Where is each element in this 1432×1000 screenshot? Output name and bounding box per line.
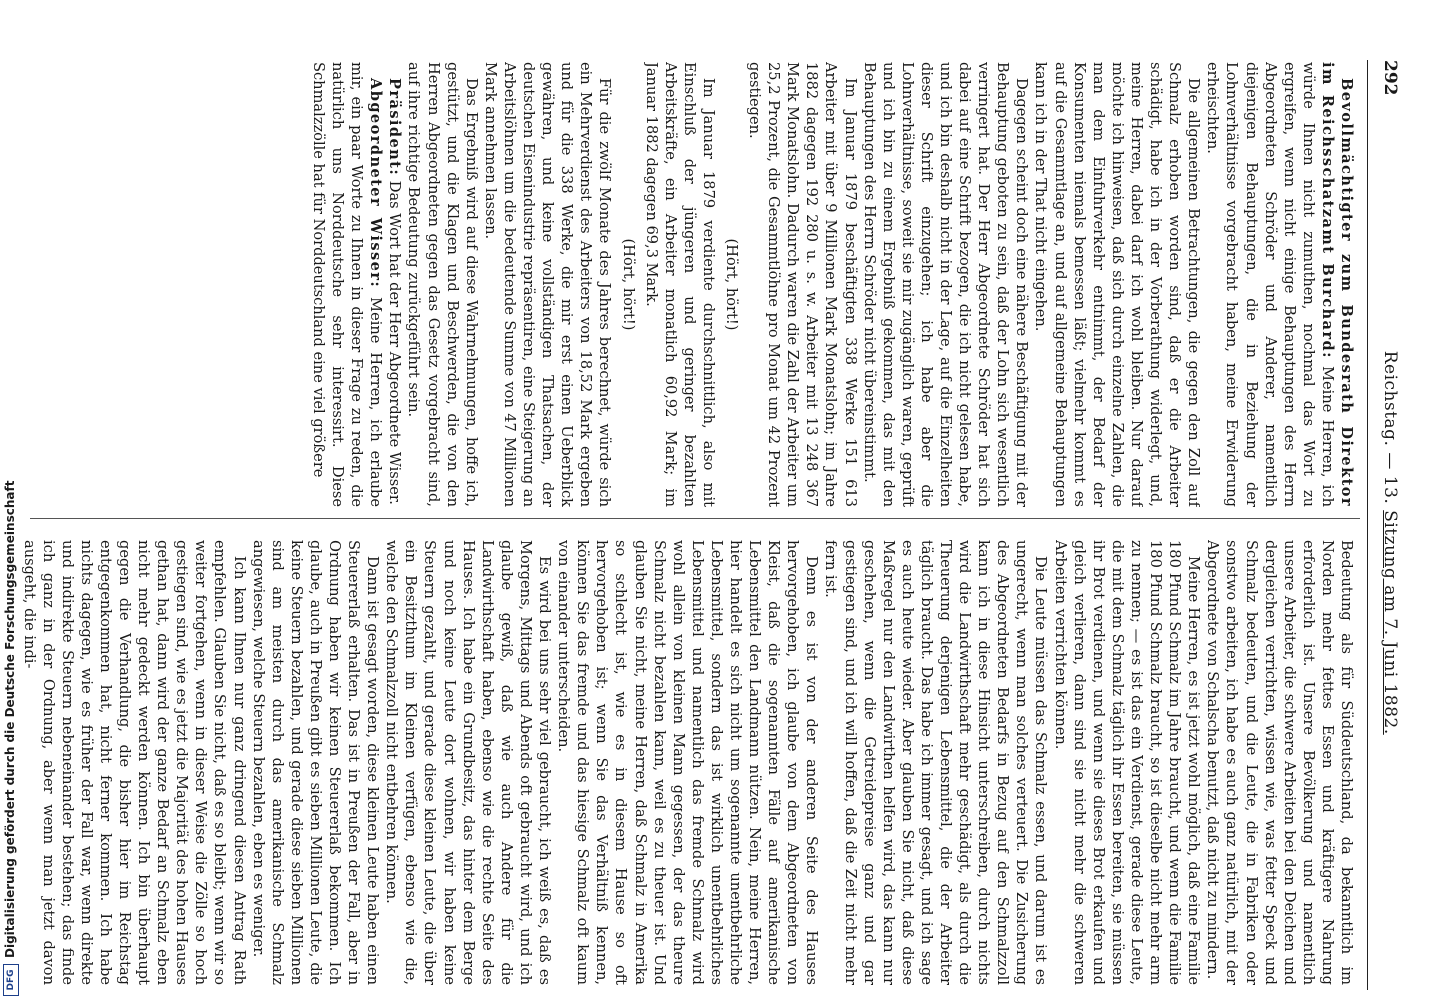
paragraph-text: Bedeutung als für Süddeutschland, da bekanntlich im Norden mehr fettes Essen und kräftigere Nahrung erforderlich ist. Unsere Bevölkerung und namentlich unsere Arbeiter, die schwere Arbeiten bei den Deichen und dergleichen verrichten, wissen wie, was fetter Speck und Schmalz bedeuten, und die Leute, die in Fabriken oder sonstwo arbeiten, ich habe es auch ganz natürlich, mit der Abgeordnete von Schalscha benutzt, daß nicht zu mindern. xyxy=(1204,540,1355,985)
paragraph xyxy=(860,62,1032,507)
speaker-name: Bevollmächtigter zum Bundesrath Direktor im Reichsschatzamt Burchard: xyxy=(1318,62,1355,507)
running-title-rest: Sitzung am 7. Juni 1882. xyxy=(1380,510,1400,735)
paragraph xyxy=(745,62,860,507)
paragraph-text: Das Wort hat der Herr Abgeordnete Wisser. xyxy=(386,180,404,505)
paragraph-text: Meine Herren, ich erlaube mir, ein paar Worte zu Ihnen in dieser Frage zu reden, die natürlich uns Norddeutsche sehr interessirt. Diese Schmalzzölle hat für Norddeutschland eine viel größere xyxy=(310,62,385,507)
paragraph xyxy=(481,62,615,507)
paragraph xyxy=(249,540,383,985)
running-title xyxy=(1380,351,1400,735)
paragraph xyxy=(309,62,385,507)
paragraph-text: Das Ergebniß wird auf diese Wahrnehmungen, hoffe ich, gestützt, und die Klagen und Beschwerden, die von den Herren Abgeordneten gegen das Gesetz vorgebracht sind, auf ihre richtige Bedeutung zurückgeführt sein. xyxy=(405,62,480,507)
paragraph xyxy=(821,540,1050,985)
digitization-credit-bar xyxy=(0,0,20,1000)
right-column xyxy=(16,540,1356,985)
paragraph-text: Meine Herren, es ist jetzt wohl möglich, daß eine Familie 180 Pfund Schmalz im Jahre braucht, und wenn die Familie 180 Pfund Schmalz braucht, so ist dieselbe nicht mehr arm zu nennen; — es ist das ein Verdienst, gerade diese Leute, die mit dem Schmalz täglich ihr Essen bereiten, sie müssen ihr Brot verdienen, und wenn sie dieses Brot erkaufen und gleich verlieren, dann sind sie nicht mehr die schweren Arbeiten verrichten können. xyxy=(1051,540,1203,985)
paragraph-text: Denn es ist von der anderen Seite des Hauses hervorgehoben, ich glaube von dem Abgeordneten von Kleist, daß die sogenannten Fälle auf amerikanische Lebensmittel den Landmann nützen. Nein, meine Herren, hier handelt es sich nicht um sogenannte unentbehrliche Lebensmittel, sondern das ist wirklich unentbehrliches Lebensmittel und namentlich das fremde Schmalz wird wohl allein von kleinen Mann gegessen, der das theure Schmalz nicht bezahlen kann, weil es zu theuer ist. Und glauben Sie nicht, meine Herren, daß Schmalz in Amerika so schlecht ist, wie es in diesem Hause so oft hervorgehoben ist; wenn Sie das Verhältniß kennen, können Sie das fremde und das hiesige Schmalz oft kaum von einander unterscheiden. xyxy=(555,540,821,985)
page-header xyxy=(1372,60,1400,990)
paragraph-text: Dann ist gesagt worden, diese kleinen Leute haben einen Steuererlaß erhalten. Das ist in Preußen der Fall, aber in Ordnung haben wir keinen Steuererlaß bekommen. Ich glaube, auch in Preußen gibt es sieben Millionen Leute, die keine Steuern bezahlen, und gerade diese sieben Millionen sind am meisten durch das amerikanische Schmalz angewiesen, welche Steuern bezahlen, eben es weniger. xyxy=(249,540,382,985)
paragraph-text: Dagegen scheint doch eine nähere Beschäftigung mit der Behauptung geboten zu sein, daß der Lohn sich wesentlich verringert hat. Der Herr Abgeordnete Schröder hat sich dabei auf eine Schrift bezogen, die ich nicht gelesen habe, und ich bin deshalb nicht in der Lage, auf die Einzelheiten dieser Schrift einzugehen; ich habe aber die Lohnverhältnisse, soweit sie mir zugänglich waren, geprüft und ich bin zu einem Ergebniß gekommen, das mit den Behauptungen des Herrn Schröder nicht übereinstimmt. xyxy=(860,62,1031,507)
page-number: 292 xyxy=(1380,60,1400,96)
paragraph-text: Im Januar 1879 beschäftigten 338 Werke 151 613 Arbeiter mit über 9 Millionen Mark Monatslohn; im Jahre 1882 dagegen 192 280 u. s. w. Arbeiter mit 13 248 367 Mark Monatslohn. Dadurch waren die Zahl der Arbeiter um 25,2 Prozent, die Gesammtlöhne pro Monat um 42 Prozent gestiegen. xyxy=(746,62,859,507)
interjection: (Hört, hört!) xyxy=(723,238,740,331)
header-rule xyxy=(1367,60,1368,990)
paragraph xyxy=(642,62,718,507)
paragraph-text: Für die zwölf Monate des Jahres berechnet, würde sich ein Mehrverdienst des Arbeiters von 18,52 Mark ergeben und für die 338 Werke, die mir erst einen Ueberblick gewähren, und keine vollständigen Thatsachen, der deutschen Eisenindustrie repräsentiren, eine Steigerung an Arbeitslöhnen um die bedeutende Summe von 47 Millionen Mark annehmen lassen. xyxy=(481,62,614,507)
paragraph-text: Im Januar 1879 verdiente durchschnittlich, also mit Einschluß der jüngeren und geringer bezahlten Arbeitskräfte, ein Arbeiter monatlich 60,92 Mark; im Januar 1882 dagegen 69,3 Mark. xyxy=(642,62,717,507)
paragraph xyxy=(404,62,480,507)
credit-text: Digitalisierung gefördert durch die Deutsche Forschungsgemeinschaft xyxy=(3,480,17,958)
paragraph-text: Die allgemeinen Betrachtungen, die gegen den Zoll auf Schmalz erhoben worden sind, daß er die Arbeiter schädigt, habe ich in der Vorberathung widerlegt, und, meine Herren, dabei darf ich wohl bleiben. Nur darauf möchte ich hinweisen, daß sich durch einzelne Zahlen, die man dem Einfuhrverkehr entnimmt, der Bedarf der Konsumenten niemals bemessen läßt; vielmehr kommt es auf die Gesammtlage an, und auf allgemeine Behauptungen kann ich in der That nicht eingehen. xyxy=(1032,62,1203,507)
paragraph xyxy=(382,540,554,985)
running-title-prefix: Reichstag. — 13. xyxy=(1380,350,1400,505)
paragraph xyxy=(1203,62,1356,507)
interjection: (Hört, hört!) xyxy=(619,238,637,331)
credit-text-rotated xyxy=(0,0,20,1000)
paragraph-text: Ich kann Ihnen nur ganz dringend diesen Antrag Rath empfehlen. Glauben Sie nicht, daß es so bleibt; wenn wir so weiter fortgehen, wenn in dieser Weise die Zölle so hoch gestiegen sind, wie es jetzt die Majorität des hohen Hauses gethan hat, dann wird der ganze Bedarf an Schmalz eben nicht mehr gedeckt werden können. Ich bin überhaupt gegen die Verhandlung, die bisher hier im Reichstag entgegenkommen hat, nicht ferner kommen. Ich habe nichts dagegen, wie es früher der Fall war, wenn direkte und indirekte Steuern nebeneinander bestehen; das finde ich ganz in der Ordnung, aber wenn man jetzt davon ausgeht, die indi- xyxy=(20,540,248,985)
column-divider xyxy=(30,518,1360,519)
left-column xyxy=(16,62,1356,507)
paragraph-text: Die Leute müssen das Schmalz essen, und darum ist es ungerecht, wenn man solches verteuert. Die Zusicherung des Abgeordneten Bedarfs in Bezug auf den Schmalzzoll kann ich in diese Hinsicht unterschreiben, durch nichts wird die Landwirthschaft mehr geschädigt, als durch die Theuerung derjenigen Lebensmittel, die der Arbeiter täglich braucht. Das habe ich immer gesagt, und ich sage es auch heute wieder. Aber glauben Sie nicht, daß diese Maßregel nur den Landwirthen helfen wird, das kann nur geschehen, wenn die Getreidepreise ganz und gar gestiegen sind, und ich will hoffen, daß die Zeit nicht mehr fern ist. xyxy=(822,540,1050,985)
paragraph xyxy=(1031,62,1203,507)
paragraph xyxy=(385,62,404,507)
paragraph-text: Es wird bei uns sehr viel gebraucht, ich weiß es, daß es Morgens, Mittags und Abends oft gebraucht wird, und ich glaube gewiß, daß wie auch Andere für die Landwirthschaft haben, ebenso wie die rechte Seite des Hauses. Ich habe ein Grundbesitz, das hinter dem Berge und noch keine Leute dort wohnen, wir haben keine Steuern gezahlt, und gerade diese kleinen Leute, die über ein Besitzthum im Kleinen verfügen, ebenso wie die, welche den Schmalzzoll nicht entbehren können. xyxy=(383,540,554,985)
dfg-logo: DFG xyxy=(3,964,19,996)
paragraph xyxy=(1051,540,1204,985)
paragraph xyxy=(19,540,248,985)
paragraph xyxy=(1203,540,1356,985)
paragraph xyxy=(554,540,821,985)
speaker-name: Präsident: xyxy=(386,78,404,177)
paragraph-text: Meine Herren, ich würde Ihnen nicht zumuthen, nochmal das Wort zu ergreifen, wenn nicht einige Behauptungen des Herrn Abgeordneten Schröder und Anderer, namentlich diejenigen Behauptungen, die in Beziehung der Lohnverhältnisse vorgebracht haben, meine Erwiderung erheischten. xyxy=(1204,62,1336,507)
speaker-name: Abgeordneter Wisser: xyxy=(367,78,385,289)
